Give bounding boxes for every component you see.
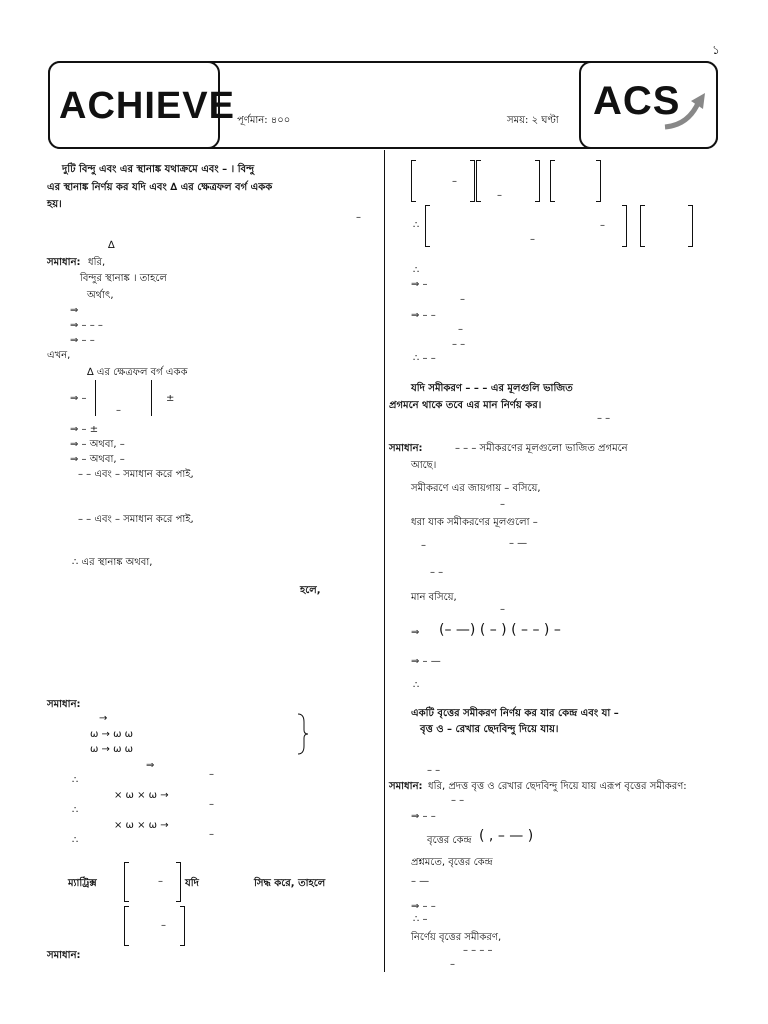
rmatrix-3-left (550, 160, 555, 202)
arrow-a: → (99, 713, 108, 724)
times-row-2: × ω × ω → (114, 820, 169, 831)
dash-l: – (500, 604, 505, 615)
therefore-3: ∴ (72, 805, 79, 816)
sol5-c: নির্ণেয় বৃত্তের সমীকরণ, (411, 932, 502, 943)
matrix-a-left (124, 862, 129, 902)
achieve-logo: ACHIEVE (59, 85, 235, 127)
matrix-b-left (124, 906, 129, 946)
sol1-text: ধরি, (88, 257, 106, 268)
implies-3: ⇒ – – (70, 335, 95, 346)
therefore-6: ∴ – – (413, 353, 436, 364)
therefore-4: ∴ (72, 835, 79, 846)
implies-8: ⇒ – (411, 279, 428, 290)
dash-k: – – (430, 567, 444, 578)
rmatrix-4-right (622, 205, 627, 247)
implies-11: ⇒ – — (411, 656, 441, 667)
det-bar-left (95, 380, 96, 416)
matrix-dash-1: – (158, 876, 163, 887)
dash-f: – (458, 324, 463, 335)
acs-logo-box (579, 61, 718, 149)
dash-e: – (460, 294, 465, 305)
delta-a: ∆ (108, 240, 115, 251)
implies-2: ⇒ – – – (70, 320, 103, 331)
rmatrix-1-right (470, 160, 475, 202)
q5-line1: একটি বৃত্তের সমীকরণ নির্ণয় কর যার কেন্দ্র এবং যা – (411, 708, 619, 719)
dash-c: – (209, 799, 214, 810)
q4-line2: প্রগমনে থাকে তবে এর মান নির্ণয় কর। (389, 400, 542, 411)
acs-arrow-icon (661, 89, 709, 131)
dash-a: – (356, 212, 361, 223)
implies-7: ⇒ (146, 760, 155, 771)
solution-label-5: সমাধান: (389, 781, 423, 792)
therefore-1: ∴ এর স্থানাঙ্ক অথবা, (72, 557, 153, 568)
omega-row-1: ω → ω ω (90, 729, 134, 740)
rmatrix-5-right (688, 205, 693, 247)
rmatrix-2-right (535, 160, 540, 202)
implies-1: ⇒ (70, 305, 79, 316)
rmatrix-2-left (476, 160, 481, 202)
rmatrix-1-left (411, 160, 416, 202)
sol5-b: প্রশ্নমতে, বৃত্তের কেন্দ্র (411, 857, 493, 868)
implies-5: ⇒ – অথবা, – (70, 439, 125, 450)
implies-10: ⇒ (411, 627, 420, 638)
centre-text: বৃত্তের কেন্দ্র (427, 835, 472, 846)
matrix-if: যদি (185, 878, 199, 889)
sol4-b: আছে। (411, 460, 437, 471)
exam-time: সময়: ২ ঘণ্টা (507, 115, 559, 126)
acs-logo: ACS (593, 79, 681, 123)
solution-label-1: সমাধান: (47, 257, 81, 268)
sol1-b: বিন্দুর স্থানাঙ্ক । তাহলে (80, 273, 167, 284)
paren-expr: (– —) ( – ) ( – – ) – (439, 622, 561, 638)
implies-4: ⇒ – ± (70, 424, 99, 435)
q1-line1: দুটি বিন্দু এবং এর স্থানাঙ্ক যথাক্রমে এবং – । বিন্দু (62, 164, 255, 175)
rmatrix-5-left (640, 205, 645, 247)
dash-j: – — (509, 538, 528, 549)
implies-9: ⇒ – – (411, 310, 436, 321)
therefore-5: ∴ (413, 265, 420, 276)
therefore-8: ∴ – (413, 914, 428, 925)
dash-m: – – (427, 765, 441, 776)
case-2: – – এবং – সমাধান করে পাই, (78, 514, 194, 525)
det-line: ⇒ – (70, 393, 87, 404)
rmatrix-4-left (425, 205, 430, 247)
matrix-dash-2: – (161, 920, 166, 931)
dash-g: – – (452, 339, 466, 350)
page-number: ১ (712, 43, 720, 57)
matrix-label: ম্যাট্রিক্স (68, 878, 97, 889)
dash-i: – (421, 540, 426, 551)
q5-line2: বৃত্ত ও – রেখার ছেদবিন্দু দিয়ে যায়। (420, 724, 559, 735)
q1-line3: হয়। (47, 199, 62, 210)
m-dash-2: – (497, 190, 502, 201)
therefore-m: ∴ (413, 220, 420, 231)
implies-6: ⇒ – অথবা, – (70, 454, 125, 465)
right-brace-icon (296, 712, 310, 756)
matrix-a-right (176, 862, 181, 902)
if-text: হলে, (300, 585, 321, 596)
sol4-e: মান বসিয়ে, (411, 592, 457, 603)
m-dash-4: – (530, 234, 535, 245)
sol5-text: ধরি, প্রদত্ত বৃত্ত ও রেখার ছেদবিন্দু দিয়ে যায় এরূপ বৃত্তের সমীকরণ: (428, 781, 687, 792)
times-row-1: × ω × ω → (114, 790, 169, 801)
final-dashes: – – – – (463, 945, 493, 956)
matrix-b-right (180, 906, 185, 946)
now-text: এখন, (47, 350, 71, 361)
sol4-c: সমীকরণে এর জায়গায় – বসিয়ে, (411, 483, 541, 494)
solution-label-4: সমাধান: (389, 443, 423, 454)
rmatrix-3-right (596, 160, 601, 202)
omega-row-2: ω → ω ω (90, 744, 134, 755)
m-dash-3: – (600, 220, 605, 231)
matrix-proved: সিদ্ধ করে, তাহলে (254, 878, 326, 889)
q4-dashes: – – (597, 413, 611, 424)
final-dash-2: – (450, 959, 455, 970)
sol4-d: ধরা যাক সমীকরণের মূলগুলো – (411, 517, 538, 528)
q1-line2: এর স্থানাঙ্ক নির্ণয় কর যদি এবং ∆ এর ক্ষেত্রফল বর্গ একক (47, 182, 273, 193)
case-1: – – এবং – সমাধান করে পাই, (78, 469, 194, 480)
full-marks: পূর্ণমান: ৪০০ (237, 115, 291, 126)
therefore-2: ∴ (72, 775, 79, 786)
dash-o: – — (411, 876, 430, 887)
therefore-7: ∴ (413, 680, 420, 691)
solution-label-2: সমাধান: (47, 699, 81, 710)
implies-12: ⇒ – – (411, 811, 436, 822)
area-line: ∆ এর ক্ষেত্রফল বর্গ একক (87, 367, 188, 378)
dash-b: – (209, 769, 214, 780)
det-bar-right (151, 380, 152, 416)
sol4-text: – – – সমীকরণের মূলগুলো ভাজিত প্রগমনে (455, 443, 628, 454)
sol1-c: অর্থাৎ, (87, 290, 114, 301)
centre-expr: ( , – — ) (479, 828, 534, 844)
achieve-logo-box (48, 61, 235, 149)
implies-13: ⇒ – – (411, 901, 436, 912)
dash-n: – – (451, 795, 465, 806)
m-dash-1: – (452, 176, 457, 187)
q4-line1: যদি সমীকরণ – – – এর মূলগুলি ভাজিত (411, 383, 573, 394)
dash-h: – (500, 499, 505, 510)
column-divider (384, 150, 385, 972)
det-dash: – (116, 405, 121, 416)
plus-minus-1: ± (166, 393, 175, 404)
dash-d: – (209, 829, 214, 840)
solution-label-3: সমাধান: (47, 950, 81, 961)
